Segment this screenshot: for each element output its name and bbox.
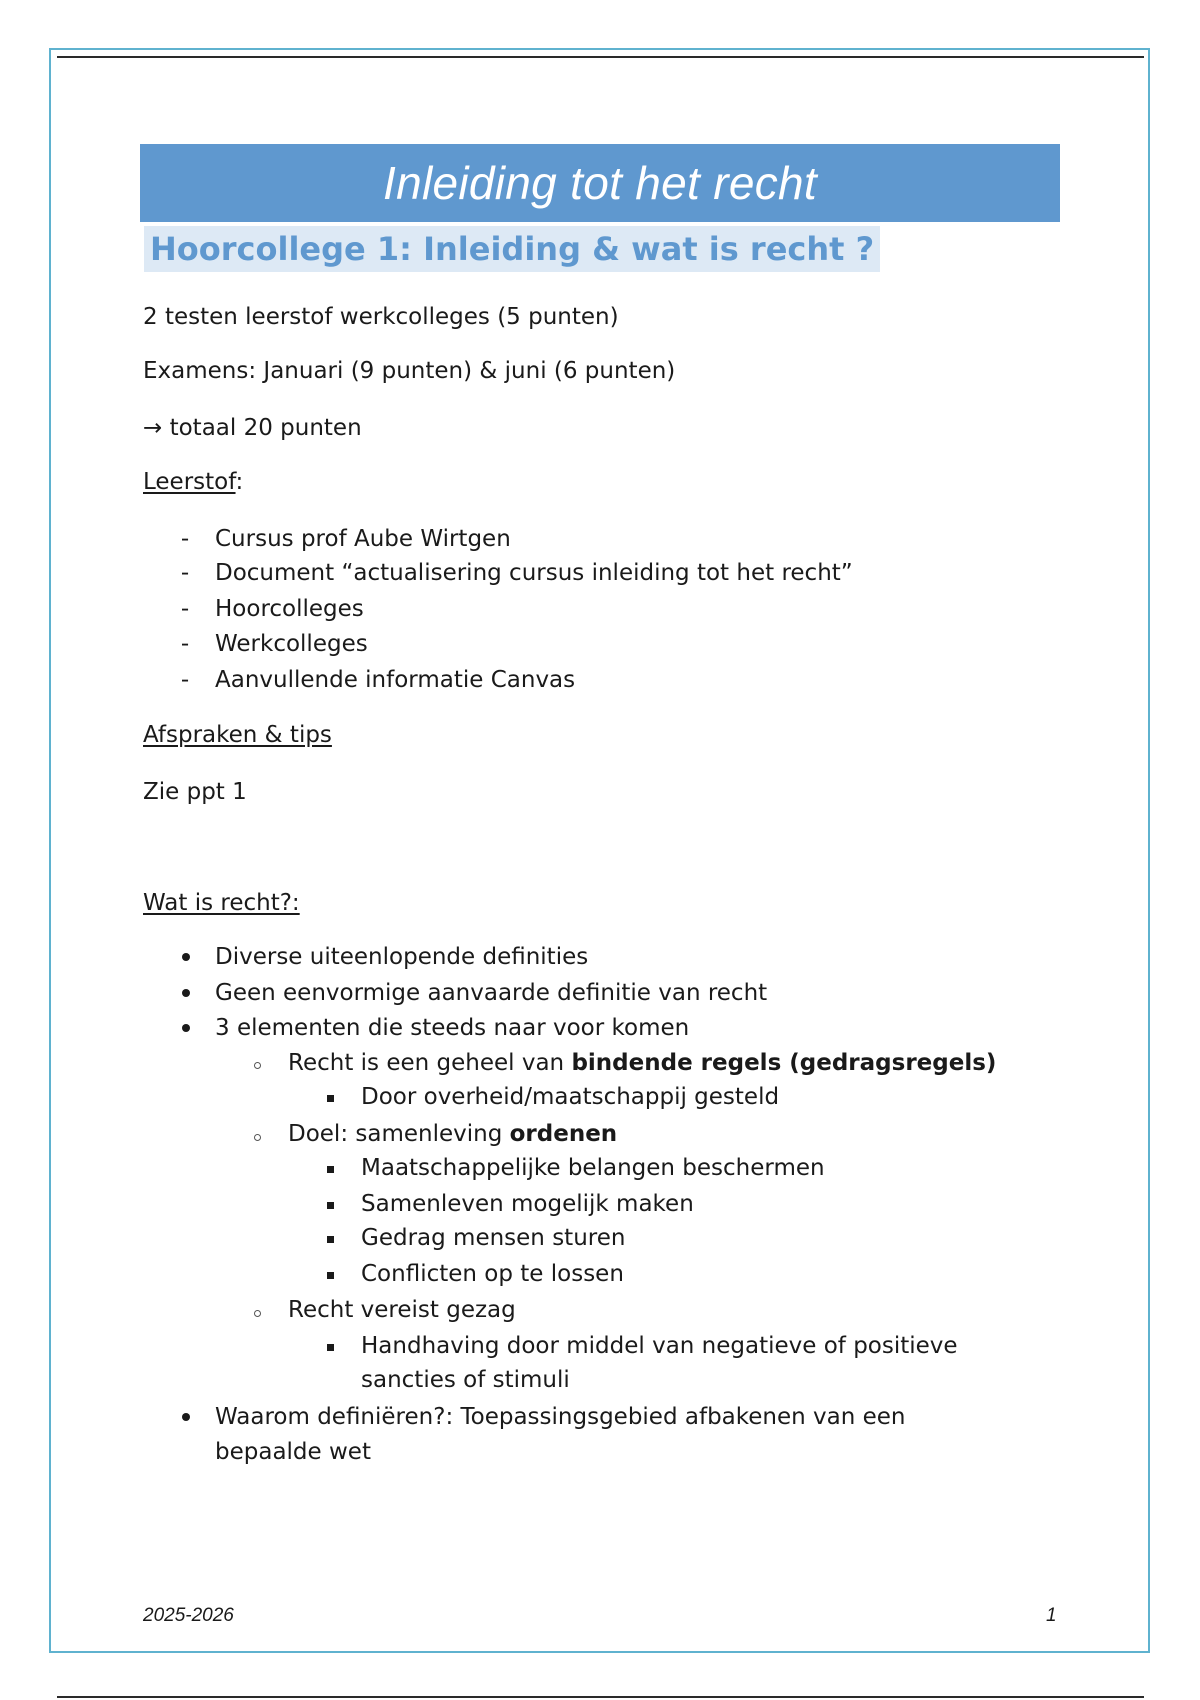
list-item: 3 elementen die steeds naar voor komen (215, 1015, 690, 1041)
sub-item-text: Recht is een geheel van (288, 1050, 572, 1076)
afspraken-heading: Afspraken & tips (143, 722, 332, 748)
bullet-dot (182, 1413, 190, 1421)
document-title: Inleiding tot het recht (383, 157, 817, 209)
leerstof-item: Aanvullende informatie Canvas (215, 667, 576, 693)
bullet-square (327, 1202, 334, 1209)
dash-marker: - (180, 667, 190, 693)
leerstof-item: Document “actualisering cursus inleiding tot het recht” (215, 560, 853, 586)
bullet-circle (254, 1310, 261, 1317)
bullet-square (327, 1272, 334, 1279)
afspraken-text: Zie ppt 1 (143, 779, 247, 805)
lecture-heading: Hoorcollege 1: Inleiding & wat is recht ? (144, 226, 880, 272)
sub-item-bold: bindende regels (gedragsregels) (571, 1050, 997, 1076)
bullet-circle (254, 1062, 261, 1069)
list-item: Geen eenvormige aanvaarde definitie van recht (215, 980, 768, 1006)
leerstof-heading-row (143, 467, 243, 497)
list-item: Diverse uiteenlopende definities (215, 944, 589, 970)
list-item-continuation: bepaalde wet (215, 1439, 371, 1465)
sub-sub-item: Samenleven mogelijk maken (361, 1191, 694, 1217)
wat-is-recht-heading: Wat is recht?: (143, 890, 300, 916)
bullet-square (327, 1344, 334, 1351)
dash-marker: - (180, 596, 190, 622)
bullet-square (327, 1236, 334, 1243)
sub-item-bold: ordenen (509, 1121, 618, 1147)
sub-sub-item: Handhaving door middel van negatieve of positieve (361, 1333, 958, 1359)
bullet-dot (182, 1024, 190, 1032)
dash-marker: - (180, 560, 190, 586)
total-line: → totaal 20 punten (143, 415, 362, 441)
sub-item: Recht vereist gezag (288, 1297, 516, 1323)
dash-marker: - (180, 631, 190, 657)
leerstof-colon: : (235, 469, 244, 495)
sub-item (288, 1048, 996, 1078)
exams-line: Examens: Januari (9 punten) & juni (6 punten) (143, 358, 676, 384)
sub-sub-item-continuation: sancties of stimuli (361, 1367, 570, 1393)
header-rule (57, 56, 1144, 58)
leerstof-item: Werkcolleges (215, 631, 368, 657)
sub-sub-item: Conflicten op te lossen (361, 1261, 624, 1287)
sub-sub-item: Gedrag mensen sturen (361, 1225, 626, 1251)
bullet-dot (182, 953, 190, 961)
bullet-dot (182, 989, 190, 997)
leerstof-item: Hoorcolleges (215, 596, 364, 622)
sub-sub-item: Door overheid/maatschappij gesteld (361, 1084, 780, 1110)
leerstof-item: Cursus prof Aube Wirtgen (215, 526, 511, 552)
sub-sub-item: Maatschappelijke belangen beschermen (361, 1155, 825, 1181)
leerstof-heading: Leerstof (143, 469, 236, 495)
footer-year: 2025-2026 (143, 1605, 234, 1626)
sub-item-text: Doel: samenleving (288, 1121, 510, 1147)
list-item: Waarom definiëren?: Toepassingsgebied afbakenen van een (215, 1404, 906, 1430)
sub-item (288, 1119, 617, 1149)
next-page-rule (57, 1696, 1144, 1698)
bullet-square (327, 1095, 334, 1102)
bullet-circle (254, 1134, 261, 1141)
page-number: 1 (1046, 1605, 1057, 1626)
dash-marker: - (180, 526, 190, 552)
bullet-square (327, 1166, 334, 1173)
tests-line: 2 testen leerstof werkcolleges (5 punten) (143, 304, 619, 330)
title-banner (140, 144, 1060, 222)
